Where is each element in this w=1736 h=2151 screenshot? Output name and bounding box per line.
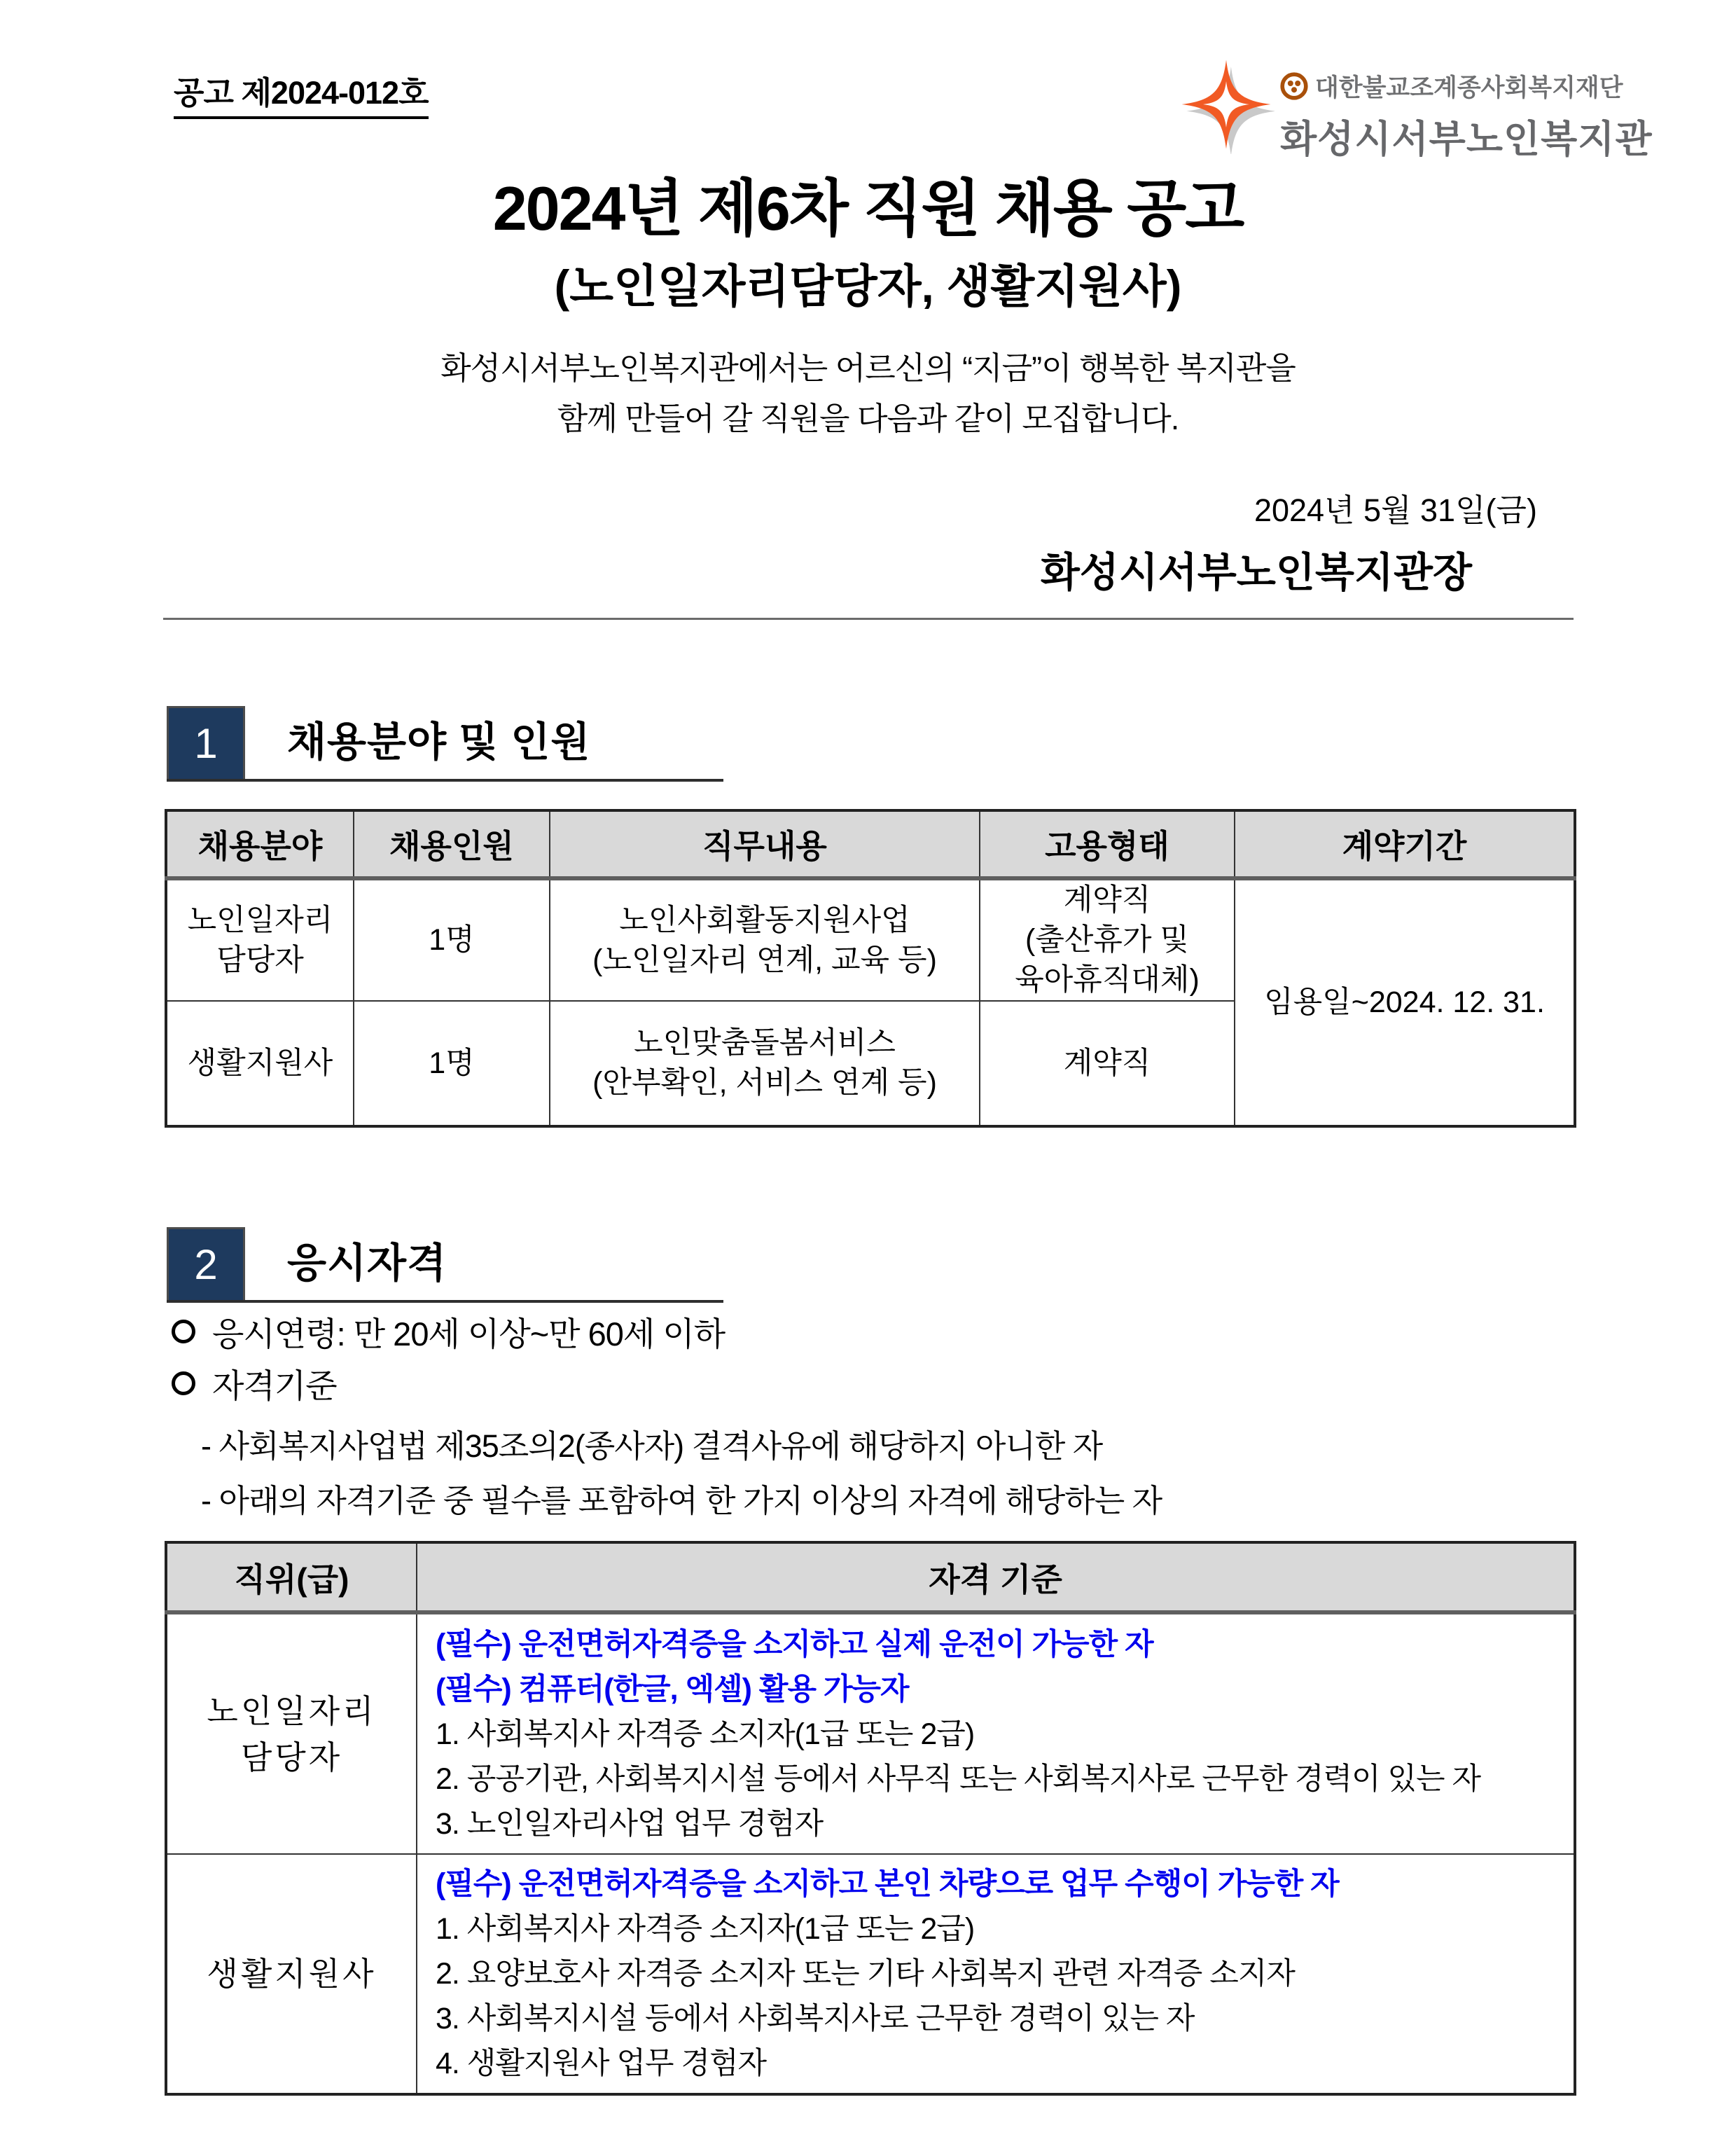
cell-line: 담당자 [240, 1738, 343, 1776]
table-row [166, 1854, 1575, 2094]
recruit-table-header-row [166, 810, 1575, 878]
col-header-duty: 직무내용 [550, 810, 980, 878]
org-logo [1178, 55, 1653, 163]
criterion: 2. 공공기관, 사회복지시설 등에서 사무직 또는 사회복지사로 근무한 경력이 있는 자 [436, 1762, 1481, 1796]
col-header-type: 고용형태 [980, 810, 1235, 878]
cell-line: 담당자 [216, 943, 304, 977]
intro-line: 화성시서부노인복지관에서는 어르신의 “지금”이 행복한 복지관을 [440, 350, 1296, 386]
cell-line: 노인일자리 [207, 1692, 377, 1729]
cell-type [980, 878, 1235, 1001]
signer-name: 화성시서부노인복지관장 [1040, 550, 1472, 595]
page-title: 2024년 제6차 직원 채용 공고 [492, 174, 1244, 243]
cell-count: 1명 [354, 1001, 550, 1126]
list-item: - 아래의 자격기준 중 필수를 포함하여 한 가지 이상의 자격에 해당하는 자 [201, 1483, 1162, 1519]
circle-bullet-icon [172, 1371, 195, 1395]
col-header-position: 직위(급) [166, 1542, 417, 1612]
required-criterion: (필수) 운전면허자격증을 소지하고 실제 운전이 가능한 자 [436, 1627, 1153, 1661]
section1-header [167, 706, 723, 782]
col-header-count: 채용인원 [354, 810, 550, 878]
criterion: 4. 생활지원사 업무 경험자 [436, 2047, 767, 2080]
cell-criteria [417, 1612, 1575, 1854]
col-header-field: 채용분야 [166, 810, 354, 878]
page-subtitle: (노인일자리담당자, 생활지원사) [554, 261, 1182, 312]
intro-line: 함께 만들어 갈 직원을 다음과 같이 모집합니다. [557, 401, 1179, 436]
doc-number: 공고 제2024-012호 [174, 67, 429, 119]
header-divider [163, 618, 1574, 620]
bullet-text: 자격기준 [212, 1367, 337, 1404]
list-item [172, 1364, 1162, 1402]
circle-bullet-icon [172, 1320, 195, 1343]
cell-line: 노인사회활동지원사업 [619, 903, 910, 937]
section2-title: 응시자격 [287, 1240, 447, 1286]
cell-line: 노인맞춤돌봄서비스 [634, 1026, 896, 1060]
list-item: - 사회복지사업법 제35조의2(종사자) 결격사유에 해당하지 아니한 자 [201, 1428, 1103, 1464]
cell-line: (출산휴가 및 [1025, 923, 1189, 957]
eligibility-list [172, 1313, 1162, 1520]
bullet-text: 응시연령: 만 20세 이상~만 60세 이하 [212, 1315, 725, 1353]
section2-number-box: 2 [167, 1227, 245, 1300]
recruit-table [165, 809, 1576, 1128]
cell-criteria [417, 1854, 1575, 2094]
required-criterion: (필수) 컴퓨터(한글, 엑셀) 활용 가능자 [436, 1672, 909, 1706]
criterion: 3. 사회복지시설 등에서 사회복지사로 근무한 경력이 있는 자 [436, 2002, 1195, 2035]
table-row [166, 1612, 1575, 1854]
col-header-period: 계약기간 [1235, 810, 1575, 878]
qualification-table [165, 1541, 1576, 2096]
col-header-criteria: 자격 기준 [417, 1542, 1575, 1612]
announcement-date: 2024년 5월 31일(금) [1254, 492, 1537, 528]
list-item [172, 1313, 1162, 1353]
criterion: 3. 노인일자리사업 업무 경험자 [436, 1806, 824, 1841]
org-name: 화성시서부노인복지관 [1280, 118, 1653, 160]
foundation-name: 대한불교조계종사회복지재단 [1315, 74, 1623, 102]
cell-field: 생활지원사 [166, 1001, 354, 1126]
cell-count: 1명 [354, 878, 550, 1001]
cell-type: 계약직 [980, 1001, 1235, 1126]
criterion: 1. 사회복지사 자격증 소지자(1급 또는 2급) [436, 1912, 975, 1946]
foundation-symbol-icon [1280, 72, 1308, 100]
cell-position: 생활지원사 [166, 1854, 417, 2094]
cell-line: 계약직 [1063, 883, 1151, 917]
org-logo-star-icon [1178, 55, 1275, 154]
qual-table-header-row [166, 1542, 1575, 1612]
cell-duty [550, 1001, 980, 1126]
intro-paragraph [0, 343, 1736, 444]
table-row [166, 878, 1575, 1001]
cell-period: 임용일~2024. 12. 31. [1235, 878, 1575, 1126]
section1-title: 채용분야 및 인원 [287, 719, 591, 765]
cell-line: 노인일자리 [187, 903, 333, 937]
criterion: 2. 요양보호사 자격증 소지자 또는 기타 사회복지 관련 자격증 소지자 [436, 1957, 1295, 1991]
cell-duty [550, 878, 980, 1001]
cell-line: (안부확인, 서비스 연계 등) [592, 1066, 937, 1100]
criterion: 1. 사회복지사 자격증 소지자(1급 또는 2급) [436, 1717, 975, 1751]
section1-number-box: 1 [167, 706, 245, 779]
section2-header [167, 1227, 723, 1303]
cell-position [166, 1612, 417, 1854]
cell-line: (노인일자리 연계, 교육 등) [592, 943, 937, 977]
cell-field [166, 878, 354, 1001]
required-criterion: (필수) 운전면허자격증을 소지하고 본인 차량으로 업무 수행이 가능한 자 [436, 1867, 1339, 1901]
cell-line: 육아휴직대체) [1015, 963, 1200, 997]
